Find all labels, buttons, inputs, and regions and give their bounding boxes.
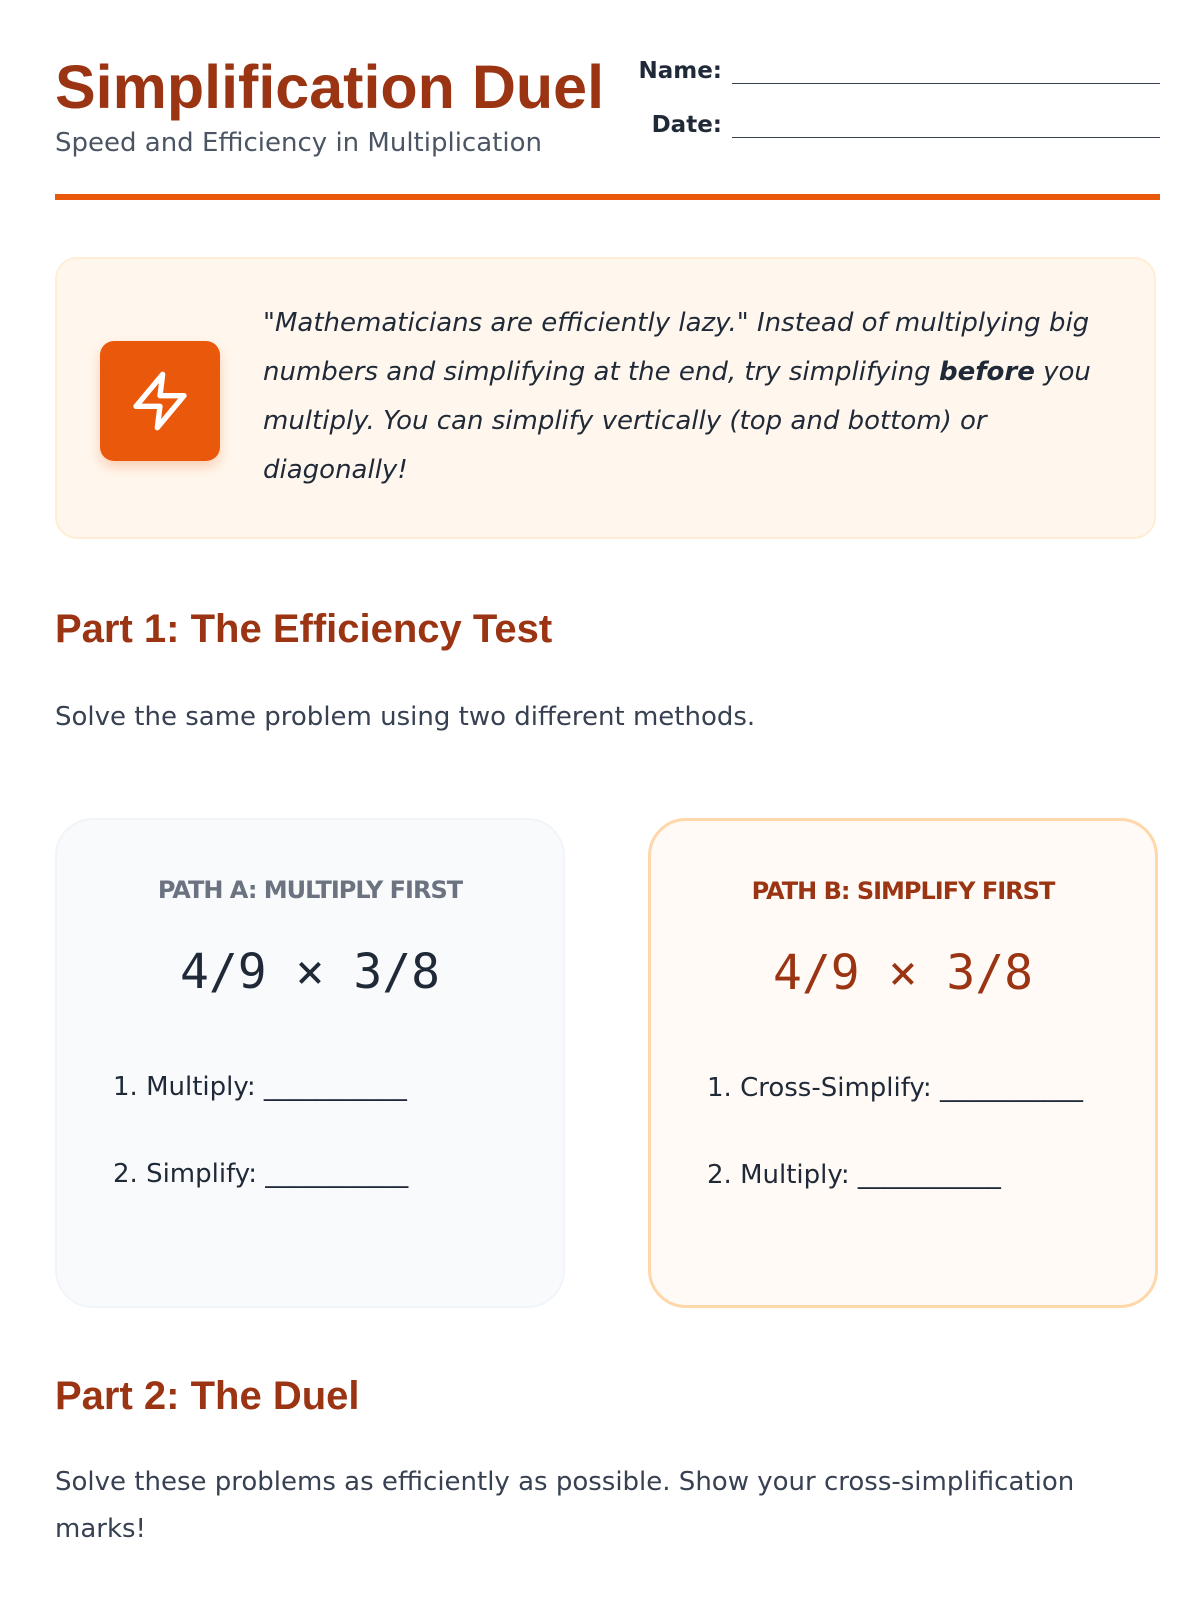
path-a-card xyxy=(55,818,565,1308)
path-b-step-multiply: 2. Multiply: ___________ xyxy=(707,1160,1001,1190)
tip-box xyxy=(55,257,1156,539)
worksheet-header xyxy=(55,0,1160,200)
tip-text-part: you multiply. You can simplify vertically (top and bottom) or diagonally! xyxy=(263,357,1091,485)
lightning-bolt-icon xyxy=(100,341,220,461)
path-b-step-cross-simplify: 1. Cross-Simplify: ___________ xyxy=(707,1073,1083,1103)
name-field xyxy=(638,58,1160,84)
date-blank-line xyxy=(732,113,1160,138)
part2-title: Part 2: The Duel xyxy=(55,1374,360,1418)
header-divider xyxy=(55,194,1160,200)
name-label: Name: xyxy=(638,58,722,84)
path-a-steps xyxy=(113,1064,523,1238)
worksheet-subtitle: Speed and Efficiency in Multiplication xyxy=(55,128,542,158)
date-label: Date: xyxy=(651,112,722,138)
worksheet-title: Simplification Duel xyxy=(55,53,605,121)
path-b-label: PATH B: SIMPLIFY FIRST xyxy=(751,877,1055,905)
path-a-problem: 4/9 × 3/8 xyxy=(179,944,441,1000)
date-field xyxy=(652,112,1160,138)
path-b-card xyxy=(648,818,1158,1308)
path-a-label: PATH A: MULTIPLY FIRST xyxy=(157,876,463,904)
tip-text xyxy=(263,299,1123,495)
name-blank-line xyxy=(732,59,1160,84)
part2-description: Solve these problems as efficiently as possible. Show your cross-simplification marks! xyxy=(55,1467,1075,1544)
tip-text-emphasis: before xyxy=(938,357,1035,387)
tip-text-part: "Mathematicians are efficiently lazy." Instead of multiplying big numbers and simplifying at the end, try simplifying xyxy=(263,308,1090,387)
path-b-steps xyxy=(707,1065,1117,1239)
part1-description: Solve the same problem using two different methods. xyxy=(55,702,756,732)
path-a-step-multiply: 1. Multiply: ___________ xyxy=(113,1072,407,1102)
path-b-problem: 4/9 × 3/8 xyxy=(772,945,1034,1001)
path-a-step-simplify: 2. Simplify: ___________ xyxy=(113,1159,409,1189)
worksheet-page xyxy=(55,0,1160,1544)
part1-title: Part 1: The Efficiency Test xyxy=(55,607,553,651)
